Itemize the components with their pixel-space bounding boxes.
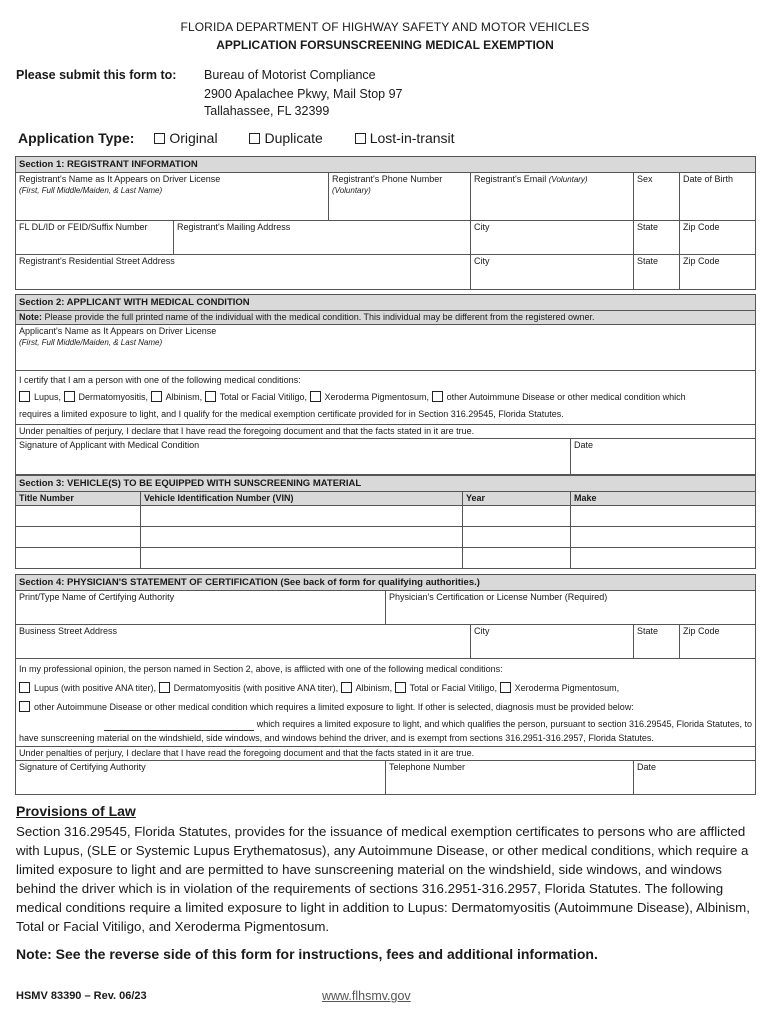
registrant-phone-field[interactable]: Registrant's Phone Number (Voluntary) bbox=[329, 173, 471, 221]
certifying-name-field[interactable]: Print/Type Name of Certifying Authority bbox=[16, 591, 386, 625]
license-number-field[interactable]: Physician's Certification or License Number (Required) bbox=[386, 591, 756, 625]
application-type-label: Application Type: bbox=[18, 130, 135, 146]
checkbox-original[interactable] bbox=[154, 133, 165, 144]
registrant-name-field[interactable]: Registrant's Name as It Appears on Driver License (First, Full Middle/Maiden, & Last Name) bbox=[16, 173, 329, 221]
dl-number-field[interactable]: FL DL/ID or FEID/Suffix Number bbox=[16, 221, 174, 255]
vin-input[interactable] bbox=[141, 548, 463, 569]
vehicle-row bbox=[16, 506, 756, 527]
residential-address-field[interactable]: Registrant's Residential Street Address bbox=[16, 255, 471, 290]
physician-conditions-block: In my professional opinion, the person named in Section 2, above, is afflicted with one of the following medical conditions: Lupus (with positive ANA titer), Dermatomyositis (with positive ANA titer), Albinism, Total or Facial Vitiligo, Xeroderma Pigmentosum, other Autoimmune Disease or other medical condition which requires a limited exposure to light. If other is selected, diagnosis must be provided below: which requires a limited exposure to light, and which qualifies the person, pursuant to section 316.29545, Florida Statutes, to have sunscreening material on the windshield, side windows, and windows behind the driver, and is exempt from sections 316.2951-316.2957, Florida Statutes. bbox=[16, 659, 756, 747]
section-2-perjury: Under penalties of perjury, I declare that I have read the foregoing document and that the facts stated in it are true. bbox=[16, 425, 756, 439]
residential-state-field[interactable]: State bbox=[634, 255, 680, 290]
condition-other[interactable]: other Autoimmune Disease or other medical condition which bbox=[432, 392, 686, 402]
provisions-text: Section 316.29545, Florida Statutes, provides for the issuance of medical exemption certificates to persons who are afflicted with Lupus, (SLE or Systemic Lupus Erythematosus), any Autoimmune Disease, or other medical conditions, which require a limited exposure to light and are permitted to have sunscreening material on the windshield, side windows, and windows behind the driver which is in violation of the requirements of sections 316.2951-316.2957, Florida Statutes. The following medical conditions require a limited exposure to light in addition to Lupus: Dermatomyositis (Autoimmune Disease), Albinism, Total or Facial Vitiligo, and Xeroderma Pigmentosum. bbox=[16, 824, 750, 934]
section-4-perjury: Under penalties of perjury, I declare that I have read the foregoing document and that the facts stated in it are true. bbox=[16, 747, 756, 761]
submit-label: Please submit this form to: bbox=[16, 68, 177, 82]
col-vin: Vehicle Identification Number (VIN) bbox=[141, 492, 463, 506]
form-title: APPLICATION FORSUNSCREENING MEDICAL EXEMPTION bbox=[216, 38, 554, 52]
condition-albinism[interactable]: Albinism, bbox=[151, 392, 203, 402]
residential-zip-field[interactable]: Zip Code bbox=[680, 255, 756, 290]
checkbox-lost-in-transit[interactable] bbox=[355, 133, 366, 144]
make-input[interactable] bbox=[571, 527, 756, 548]
section-1-table bbox=[15, 156, 756, 290]
address-line-2: 2900 Apalachee Pkwy, Mail Stop 97 bbox=[204, 87, 403, 101]
business-city-field[interactable]: City bbox=[471, 625, 634, 659]
section-3-table bbox=[15, 475, 756, 569]
phys-condition-albinism[interactable]: Albinism, bbox=[341, 683, 393, 693]
title-number-input[interactable] bbox=[16, 527, 141, 548]
business-state-field[interactable]: State bbox=[634, 625, 680, 659]
phys-condition-xeroderma[interactable]: Xeroderma Pigmentosum, bbox=[500, 683, 620, 693]
physician-phone-field[interactable]: Telephone Number bbox=[386, 761, 634, 795]
col-make: Make bbox=[571, 492, 756, 506]
conditions-block: I certify that I am a person with one of the following medical conditions: Lupus, Dermatomyositis, Albinism, Total or Facial Vitiligo, Xeroderma Pigmentosum, other Autoimmune Disease or other medical condition which requires a limited exposure to light, and I qualify for the medical exemption certificate provided for in Section 316.29545, Florida Statutes. bbox=[16, 371, 756, 425]
applicant-name-field[interactable]: Applicant's Name as It Appears on Driver License (First, Full Middle/Maiden, & Last Name) bbox=[16, 325, 756, 371]
year-input[interactable] bbox=[463, 548, 571, 569]
section-2-header: Section 2: APPLICANT WITH MEDICAL CONDITION bbox=[16, 295, 756, 311]
business-address-field[interactable]: Business Street Address bbox=[16, 625, 471, 659]
option-lost-in-transit[interactable]: Lost-in-transit bbox=[355, 130, 455, 146]
condition-xeroderma[interactable]: Xeroderma Pigmentosum, bbox=[310, 392, 430, 402]
year-input[interactable] bbox=[463, 527, 571, 548]
phys-condition-vitiligo[interactable]: Total or Facial Vitiligo, bbox=[395, 683, 497, 693]
applicant-signature-field[interactable]: Signature of Applicant with Medical Condition bbox=[16, 439, 571, 475]
address-line-1: Bureau of Motorist Compliance bbox=[204, 68, 376, 82]
residential-city-field[interactable]: City bbox=[471, 255, 634, 290]
website-link[interactable]: www.flhsmv.gov bbox=[322, 989, 411, 1003]
physician-date-field[interactable]: Date bbox=[634, 761, 756, 795]
registrant-email-field[interactable]: Registrant's Email (Voluntary) bbox=[471, 173, 634, 221]
phys-condition-other[interactable]: other Autoimmune Disease or other medical condition which requires a limited exposure to light. If other is selected, diagnosis must be provided below: bbox=[19, 698, 752, 717]
vin-input[interactable] bbox=[141, 527, 463, 548]
condition-vitiligo[interactable]: Total or Facial Vitiligo, bbox=[205, 392, 307, 402]
condition-lupus[interactable]: Lupus, bbox=[19, 392, 61, 402]
sex-field[interactable]: Sex bbox=[634, 173, 680, 221]
dob-field[interactable]: Date of Birth bbox=[680, 173, 756, 221]
col-year: Year bbox=[463, 492, 571, 506]
make-input[interactable] bbox=[571, 548, 756, 569]
physician-signature-field[interactable]: Signature of Certifying Authority bbox=[16, 761, 386, 795]
form-number: HSMV 83390 – Rev. 06/23 bbox=[16, 990, 147, 1002]
checkbox-duplicate[interactable] bbox=[249, 133, 260, 144]
year-input[interactable] bbox=[463, 506, 571, 527]
vin-input[interactable] bbox=[141, 506, 463, 527]
col-title-number: Title Number bbox=[16, 492, 141, 506]
option-original[interactable]: Original bbox=[154, 130, 217, 146]
section-1-header: Section 1: REGISTRANT INFORMATION bbox=[16, 157, 756, 173]
condition-dermatomyositis[interactable]: Dermatomyositis, bbox=[64, 392, 149, 402]
section-4-header: Section 4: PHYSICIAN'S STATEMENT OF CERTIFICATION (See back of form for qualifying authorities.) bbox=[16, 575, 756, 591]
section-3-header: Section 3: VEHICLE(S) TO BE EQUIPPED WITH SUNSCREENING MATERIAL bbox=[16, 476, 756, 492]
application-type bbox=[18, 130, 455, 146]
provisions-title: Provisions of Law bbox=[16, 803, 136, 819]
option-duplicate[interactable]: Duplicate bbox=[249, 130, 322, 146]
make-input[interactable] bbox=[571, 506, 756, 527]
title-number-input[interactable] bbox=[16, 506, 141, 527]
reverse-side-note: Note: See the reverse side of this form for instructions, fees and additional information. bbox=[16, 946, 598, 962]
title-number-input[interactable] bbox=[16, 548, 141, 569]
agency-title: FLORIDA DEPARTMENT OF HIGHWAY SAFETY AND MOTOR VEHICLES bbox=[180, 20, 590, 34]
mailing-city-field[interactable]: City bbox=[471, 221, 634, 255]
mailing-zip-field[interactable]: Zip Code bbox=[680, 221, 756, 255]
vehicle-row bbox=[16, 548, 756, 569]
applicant-date-field[interactable]: Date bbox=[571, 439, 756, 475]
mailing-address-field[interactable]: Registrant's Mailing Address bbox=[174, 221, 471, 255]
section-4-table bbox=[15, 574, 756, 795]
business-zip-field[interactable]: Zip Code bbox=[680, 625, 756, 659]
phys-condition-dermatomyositis[interactable]: Dermatomyositis (with positive ANA titer), bbox=[159, 683, 339, 693]
mailing-state-field[interactable]: State bbox=[634, 221, 680, 255]
section-2-note: Note: Please provide the full printed name of the individual with the medical condition. This individual may be different from the registered owner. bbox=[16, 311, 756, 325]
phys-condition-lupus[interactable]: Lupus (with positive ANA titer), bbox=[19, 683, 156, 693]
diagnosis-line[interactable] bbox=[104, 721, 254, 731]
vehicle-row bbox=[16, 527, 756, 548]
section-2-table bbox=[15, 294, 756, 475]
address-line-3: Tallahassee, FL 32399 bbox=[204, 104, 330, 118]
